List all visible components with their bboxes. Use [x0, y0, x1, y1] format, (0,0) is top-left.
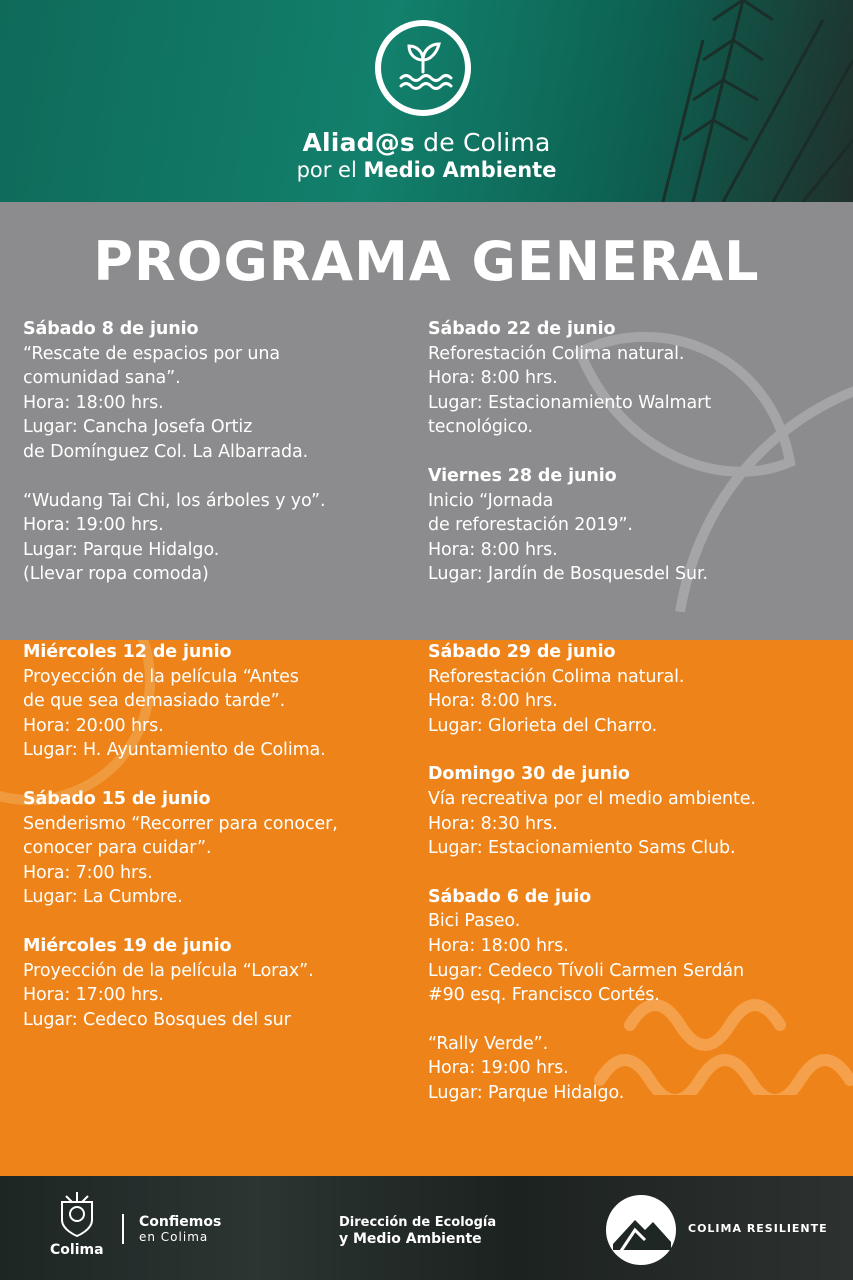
- event-detail: de Domínguez Col. La Albarrada.: [23, 441, 309, 462]
- colima-coat-of-arms-icon: [52, 1190, 102, 1240]
- event-detail: Hora: 8:00 hrs.: [428, 691, 558, 712]
- event-detail: Hora: 8:00 hrs.: [428, 368, 558, 389]
- event-item: [23, 787, 423, 910]
- event-detail: Senderismo “Recorrer para conocer,: [23, 813, 338, 834]
- event-detail: Lugar: Parque Hidalgo.: [428, 1082, 625, 1103]
- event-detail: Hora: 19:00 hrs.: [428, 1058, 569, 1079]
- event-date: Miércoles 12 de junio: [23, 642, 232, 662]
- event-date: Viernes 28 de junio: [428, 465, 617, 486]
- event-detail: Hora: 17:00 hrs.: [23, 985, 164, 1006]
- ecologia-line2: y Medio Ambiente: [339, 1231, 482, 1247]
- event-item: [428, 762, 828, 860]
- event-detail: conocer para cuidar”.: [23, 838, 212, 859]
- event-detail: “Wudang Tai Chi, los árboles y yo”.: [23, 490, 326, 511]
- brand-line-2: por el Medio Ambiente: [296, 158, 557, 182]
- events-left-grey: [23, 317, 423, 611]
- event-detail: Proyección de la película “Lorax”.: [23, 960, 314, 981]
- event-detail: Hora: 18:00 hrs.: [428, 935, 569, 956]
- event-item: [428, 640, 828, 738]
- ecologia-line1: Dirección de Ecología: [339, 1215, 497, 1230]
- event-detail: Lugar: Estacionamiento Walmart: [428, 392, 711, 413]
- event-detail: Hora: 8:30 hrs.: [428, 813, 558, 834]
- event-date: Sábado 8 de junio: [23, 319, 199, 339]
- footer-divider: [122, 1214, 124, 1244]
- event-detail: Reforestación Colima natural.: [428, 666, 685, 687]
- event-detail: Proyección de la película “Antes: [23, 666, 299, 687]
- colima-resiliente-mountain-icon: [605, 1194, 677, 1266]
- event-detail: Vía recreativa por el medio ambiente.: [428, 788, 756, 809]
- colima-label: Colima: [50, 1242, 104, 1258]
- event-detail: Hora: 8:00 hrs.: [428, 539, 558, 560]
- event-item: [23, 934, 423, 1032]
- events-left-orange: [23, 640, 423, 1056]
- events-right-grey: [428, 317, 828, 611]
- event-detail: Lugar: Parque Hidalgo.: [23, 539, 220, 560]
- event-detail: de que sea demasiado tarde”.: [23, 691, 286, 712]
- event-detail: #90 esq. Francisco Cortés.: [428, 985, 660, 1006]
- sprout-waves-icon: [375, 20, 471, 116]
- event-detail: Hora: 7:00 hrs.: [23, 862, 153, 883]
- event-date: Domingo 30 de junio: [428, 764, 630, 785]
- footer-logos: [0, 1176, 853, 1280]
- event-detail: Inicio “Jornada: [428, 490, 554, 511]
- event-date: Miércoles 19 de junio: [23, 935, 232, 956]
- event-detail: Lugar: Glorieta del Charro.: [428, 715, 658, 736]
- event-detail: “Rescate de espacios por una: [23, 343, 281, 364]
- event-item: [23, 489, 423, 587]
- event-item: [428, 1032, 828, 1106]
- event-detail: tecnológico.: [428, 417, 533, 438]
- event-detail: Hora: 19:00 hrs.: [23, 515, 164, 536]
- event-detail: Lugar: Cancha Josefa Ortiz: [23, 417, 253, 438]
- brand-line-1: Aliad@s de Colima: [302, 128, 551, 157]
- event-detail: Lugar: Jardín de Bosquesdel Sur.: [428, 564, 708, 585]
- colima-resiliente-label: COLIMA RESILIENTE: [688, 1222, 828, 1235]
- event-item: [428, 464, 828, 587]
- event-detail: “Rally Verde”.: [428, 1033, 549, 1054]
- event-detail: Hora: 18:00 hrs.: [23, 392, 164, 413]
- event-detail: Lugar: Estacionamiento Sams Club.: [428, 838, 736, 859]
- event-detail: Lugar: Cedeco Bosques del sur: [23, 1009, 291, 1030]
- event-detail: Lugar: H. Ayuntamiento de Colima.: [23, 740, 326, 761]
- event-detail: Reforestación Colima natural.: [428, 343, 685, 364]
- event-detail: de reforestación 2019”.: [428, 515, 633, 536]
- event-date: Sábado 29 de junio: [428, 642, 616, 662]
- events-right-orange: [428, 640, 828, 1130]
- event-detail: (Llevar ropa comoda): [23, 564, 209, 585]
- event-item: [23, 317, 423, 465]
- event-detail: Lugar: Cedeco Tívoli Carmen Serdán: [428, 960, 744, 981]
- event-date: Sábado 15 de junio: [23, 788, 211, 809]
- event-item: [428, 317, 828, 440]
- event-detail: Hora: 20:00 hrs.: [23, 715, 164, 736]
- confiemos-line1: Confiemos: [139, 1214, 222, 1230]
- event-date: Sábado 22 de junio: [428, 319, 616, 339]
- event-item: [23, 640, 423, 763]
- event-date: Sábado 6 de juio: [428, 886, 592, 907]
- event-item: [428, 885, 828, 1008]
- event-detail: Lugar: La Cumbre.: [23, 887, 183, 908]
- header-banner: [0, 0, 853, 202]
- page-title: PROGRAMA GENERAL: [93, 230, 760, 293]
- event-detail: comunidad sana”.: [23, 368, 181, 389]
- confiemos-line2: en Colima: [139, 1230, 209, 1244]
- event-detail: Bici Paseo.: [428, 911, 521, 932]
